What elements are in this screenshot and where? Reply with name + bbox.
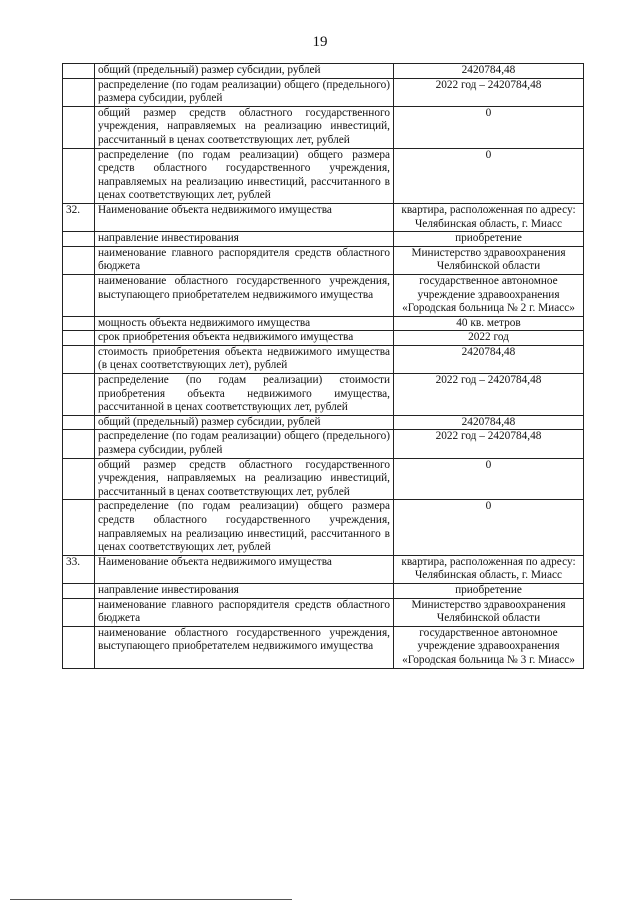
row-name: распределение (по годам реализации) общего (предельного) размера субсидии, рублей	[95, 78, 394, 106]
row-value: 2420784,48	[394, 64, 584, 79]
table-row	[63, 374, 584, 416]
row-number: 32.	[63, 203, 95, 231]
row-value: 0	[394, 106, 584, 148]
table-row	[63, 626, 584, 668]
row-name: Наименование объекта недвижимого имущества	[95, 555, 394, 583]
row-number	[63, 316, 95, 331]
row-value: государственное автономное учреждение здравоохранения «Городская больница № 3 г. Миасс»	[394, 626, 584, 668]
row-number	[63, 458, 95, 500]
row-value: Министерство здравоохранения Челябинской области	[394, 246, 584, 274]
row-name: наименование главного распорядителя средств областного бюджета	[95, 598, 394, 626]
table-row	[63, 345, 584, 373]
table-row	[63, 148, 584, 203]
row-value: 2022 год	[394, 331, 584, 346]
row-value: приобретение	[394, 583, 584, 598]
row-number	[63, 106, 95, 148]
row-number	[63, 64, 95, 79]
row-name: срок приобретения объекта недвижимого имущества	[95, 331, 394, 346]
table-row	[63, 232, 584, 247]
row-value: 2022 год – 2420784,48	[394, 430, 584, 458]
table-row	[63, 78, 584, 106]
row-name: распределение (по годам реализации) общего размера средств областного государственного учреждения, направляемых на реализацию инвестиций, рассчитанного в ценах соответствующих лет, рублей	[95, 500, 394, 555]
investment-table	[62, 63, 584, 669]
row-value: 0	[394, 500, 584, 555]
row-number	[63, 500, 95, 555]
row-value: 0	[394, 148, 584, 203]
row-number	[63, 232, 95, 247]
row-number: 33.	[63, 555, 95, 583]
page-number: 19	[312, 34, 328, 50]
table-row	[63, 246, 584, 274]
row-name: наименование главного распорядителя средств областного бюджета	[95, 246, 394, 274]
row-name: мощность объекта недвижимого имущества	[95, 316, 394, 331]
row-name: Наименование объекта недвижимого имущества	[95, 203, 394, 231]
row-name: общий размер средств областного государственного учреждения, направляемых на реализацию инвестиций, рассчитанный в ценах соответствующих лет, рублей	[95, 458, 394, 500]
table-row	[63, 274, 584, 316]
row-number	[63, 374, 95, 416]
row-value: 0	[394, 458, 584, 500]
table-row	[63, 458, 584, 500]
row-name: общий (предельный) размер субсидии, рублей	[95, 415, 394, 430]
row-value: 2420784,48	[394, 415, 584, 430]
row-value: приобретение	[394, 232, 584, 247]
row-number	[63, 148, 95, 203]
table-row	[63, 415, 584, 430]
row-number	[63, 598, 95, 626]
row-name: направление инвестирования	[95, 583, 394, 598]
row-name: распределение (по годам реализации) общего размера средств областного государственного учреждения, направляемых на реализацию инвестиций, рассчитанного в ценах соответствующих лет, рублей	[95, 148, 394, 203]
row-number	[63, 583, 95, 598]
table-row	[63, 555, 584, 583]
row-value: 2022 год – 2420784,48	[394, 78, 584, 106]
row-value: 2420784,48	[394, 345, 584, 373]
table-row	[63, 583, 584, 598]
row-value: Министерство здравоохранения Челябинской области	[394, 598, 584, 626]
row-name: общий (предельный) размер субсидии, рублей	[95, 64, 394, 79]
row-name: наименование областного государственного учреждения, выступающего приобретателем недвижимого имущества	[95, 626, 394, 668]
table-row	[63, 430, 584, 458]
row-name: распределение (по годам реализации) стоимости приобретения объекта недвижимого имущества, рассчитанной в ценах соответствующих лет, рублей	[95, 374, 394, 416]
row-number	[63, 331, 95, 346]
row-value: 2022 год – 2420784,48	[394, 374, 584, 416]
row-number	[63, 345, 95, 373]
row-number	[63, 246, 95, 274]
table-row	[63, 203, 584, 231]
row-name: стоимость приобретения объекта недвижимого имущества (в ценах соответствующих лет), рублей	[95, 345, 394, 373]
row-name: наименование областного государственного учреждения, выступающего приобретателем недвижимого имущества	[95, 274, 394, 316]
row-name: общий размер средств областного государственного учреждения, направляемых на реализацию инвестиций, рассчитанный в ценах соответствующих лет, рублей	[95, 106, 394, 148]
table-row	[63, 331, 584, 346]
row-number	[63, 274, 95, 316]
table-row	[63, 500, 584, 555]
row-value: квартира, расположенная по адресу: Челябинская область, г. Миасс	[394, 555, 584, 583]
table-row	[63, 64, 584, 79]
table-row	[63, 598, 584, 626]
row-value: государственное автономное учреждение здравоохранения «Городская больница № 2 г. Миасс»	[394, 274, 584, 316]
row-name: распределение (по годам реализации) общего (предельного) размера субсидии, рублей	[95, 430, 394, 458]
row-number	[63, 430, 95, 458]
row-value: квартира, расположенная по адресу: Челябинская область, г. Миасс	[394, 203, 584, 231]
row-number	[63, 626, 95, 668]
table-row	[63, 316, 584, 331]
footnote-divider	[10, 899, 292, 900]
row-number	[63, 78, 95, 106]
table-row	[63, 106, 584, 148]
row-number	[63, 415, 95, 430]
row-value: 40 кв. метров	[394, 316, 584, 331]
row-name: направление инвестирования	[95, 232, 394, 247]
